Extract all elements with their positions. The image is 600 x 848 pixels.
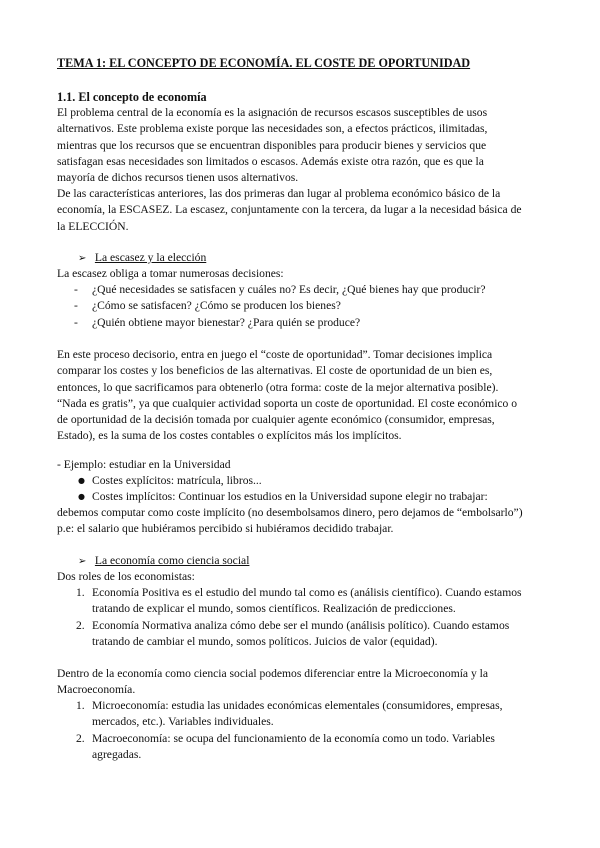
text-line: la ELECCIÓN. xyxy=(57,219,129,233)
text-line: El problema central de la economía es la asignación de recursos escasos susceptibles de usos xyxy=(57,106,488,119)
paragraph-micro-macro xyxy=(57,666,543,699)
text-line: alternativos. Este problema existe porque las necesidades son, a efectos prácticos, ilimitadas, xyxy=(57,122,488,136)
roles-intro: Dos roles de los economistas: xyxy=(57,570,195,583)
decisions-intro: La escasez obliga a tomar numerosas decisiones: xyxy=(57,267,284,280)
list-number: 1. xyxy=(76,586,85,599)
text-line: En este proceso decisorio, entra en juego el “coste de oportunidad”. Tomar decisiones implica xyxy=(57,348,493,361)
paragraph-scarcity xyxy=(57,186,543,235)
text-line: agregadas. xyxy=(92,747,142,761)
text-line: Economía Normativa analiza cómo debe ser el mundo (análisis político). Cuando estamos xyxy=(92,618,510,632)
text-line: Dentro de la economía como ciencia social podemos diferenciar entre la Microeconomía y la xyxy=(57,667,489,680)
list-item-text: ¿Qué necesidades se satisfacen y cuáles no? Es decir, ¿Qué bienes hay que producir? xyxy=(92,283,486,296)
list-item xyxy=(74,618,544,651)
text-line: p.e: el salario que hubiéramos percibido si hubiéramos decidido trabajar. xyxy=(57,522,394,536)
text-line: mayoría de dichos recursos tienen usos alternativos. xyxy=(57,171,299,185)
paragraph-problem xyxy=(57,105,543,186)
text-line: De las características anteriores, las dos primeras dan lugar al problema económico básico de la xyxy=(57,187,501,200)
list-item-text: Costes implícitos: Continuar los estudios en la Universidad supone elegir no trabajar: xyxy=(92,490,488,504)
list-number: 2. xyxy=(76,731,85,745)
page-title: TEMA 1: EL CONCEPTO DE ECONOMÍA. EL COSTE DE OPORTUNIDAD xyxy=(57,56,471,70)
list-item xyxy=(74,698,544,731)
section-heading: 1.1. El concepto de economía xyxy=(57,90,207,104)
list-number: 1. xyxy=(76,699,85,712)
text-line: entonces, lo que sacrificamos para obtenerlo (otra forma: coste de la mejor alternativa posible). xyxy=(57,380,499,394)
text-line: comparar los costes y los beneficios de las alternativas. El coste de oportunidad de un bien es, xyxy=(57,364,493,378)
bullet-icon: ● xyxy=(78,476,85,485)
list-number: 2. xyxy=(76,618,85,632)
text-line: economía, la ESCASEZ. La escasez, conjuntamente con la tercera, da lugar a la necesidad básica de xyxy=(57,203,522,217)
arrow-bullet-icon: ➢ xyxy=(78,556,87,567)
text-line: Microeconomía: estudia las unidades económicas elementales (consumidores, empresas, xyxy=(92,699,503,712)
list-item xyxy=(74,473,544,489)
example-intro: - Ejemplo: estudiar en la Universidad xyxy=(57,458,231,471)
dash-marker: - xyxy=(74,299,78,313)
paragraph-opportunity-cost xyxy=(57,347,543,445)
list-item-text: ¿Quién obtiene mayor bienestar? ¿Para quién se produce? xyxy=(92,315,361,329)
dash-marker: - xyxy=(74,315,78,329)
text-line: tratando de explicar el mundo, somos científicos. Realización de predicciones. xyxy=(92,602,456,616)
text-line: “Nada es gratis”, ya que cualquier actividad soporta un coste de oportunidad. El coste económico o xyxy=(57,396,518,410)
subheading-scarcity-choice xyxy=(78,250,206,267)
list-item-text: Costes explícitos: matrícula, libros... xyxy=(92,474,262,487)
text-line: tratando de cambiar el mundo, somos políticos. Juicios de valor (equidad). xyxy=(92,634,438,648)
roles-list xyxy=(74,585,544,650)
text-line: de oportunidad de la decisión tomada por cualquier agente económico (consumidor, empresas, xyxy=(57,413,495,427)
text-line: mercados, etc.). Variables individuales. xyxy=(92,715,274,729)
text-line: Macroeconomía: se ocupa del funcionamiento de la economía como un todo. Variables xyxy=(92,731,495,745)
micro-macro-list xyxy=(74,698,544,763)
list-item xyxy=(74,489,544,505)
text-line: Macroeconomía. xyxy=(57,683,136,697)
question-list xyxy=(74,282,544,331)
subheading-social-science xyxy=(78,553,249,570)
text-line: Estado), es la suma de los costes contables o explícitos más los implícitos. xyxy=(57,429,402,443)
bullet-icon: ● xyxy=(78,492,85,502)
list-item xyxy=(74,731,544,764)
list-item xyxy=(74,585,544,618)
list-item xyxy=(74,282,544,298)
example-list xyxy=(74,473,544,506)
arrow-bullet-icon: ➢ xyxy=(78,253,87,264)
list-item-text: ¿Cómo se satisfacen? ¿Cómo se producen los bienes? xyxy=(92,299,341,313)
text-line: mientras que los recursos que se encuentran disponibles para producir bienes y servicios que xyxy=(57,138,487,152)
subheading-text: La economía como ciencia social xyxy=(94,554,250,567)
text-line: satisfagan esas necesidades son limitados o escasos. Además existe otra razón, que es que la xyxy=(57,154,484,168)
dash-marker: - xyxy=(74,283,78,296)
list-item xyxy=(74,298,544,314)
example-continuation xyxy=(57,505,543,538)
list-item xyxy=(74,315,544,331)
subheading-text: La escasez y la elección xyxy=(94,251,207,264)
text-line: debemos computar como coste implícito (no desembolsamos dinero, pero dejamos de “embolsarlo”) xyxy=(57,506,523,519)
text-line: Economía Positiva es el estudio del mundo tal como es (análisis científico). Cuando estamos xyxy=(92,586,522,599)
